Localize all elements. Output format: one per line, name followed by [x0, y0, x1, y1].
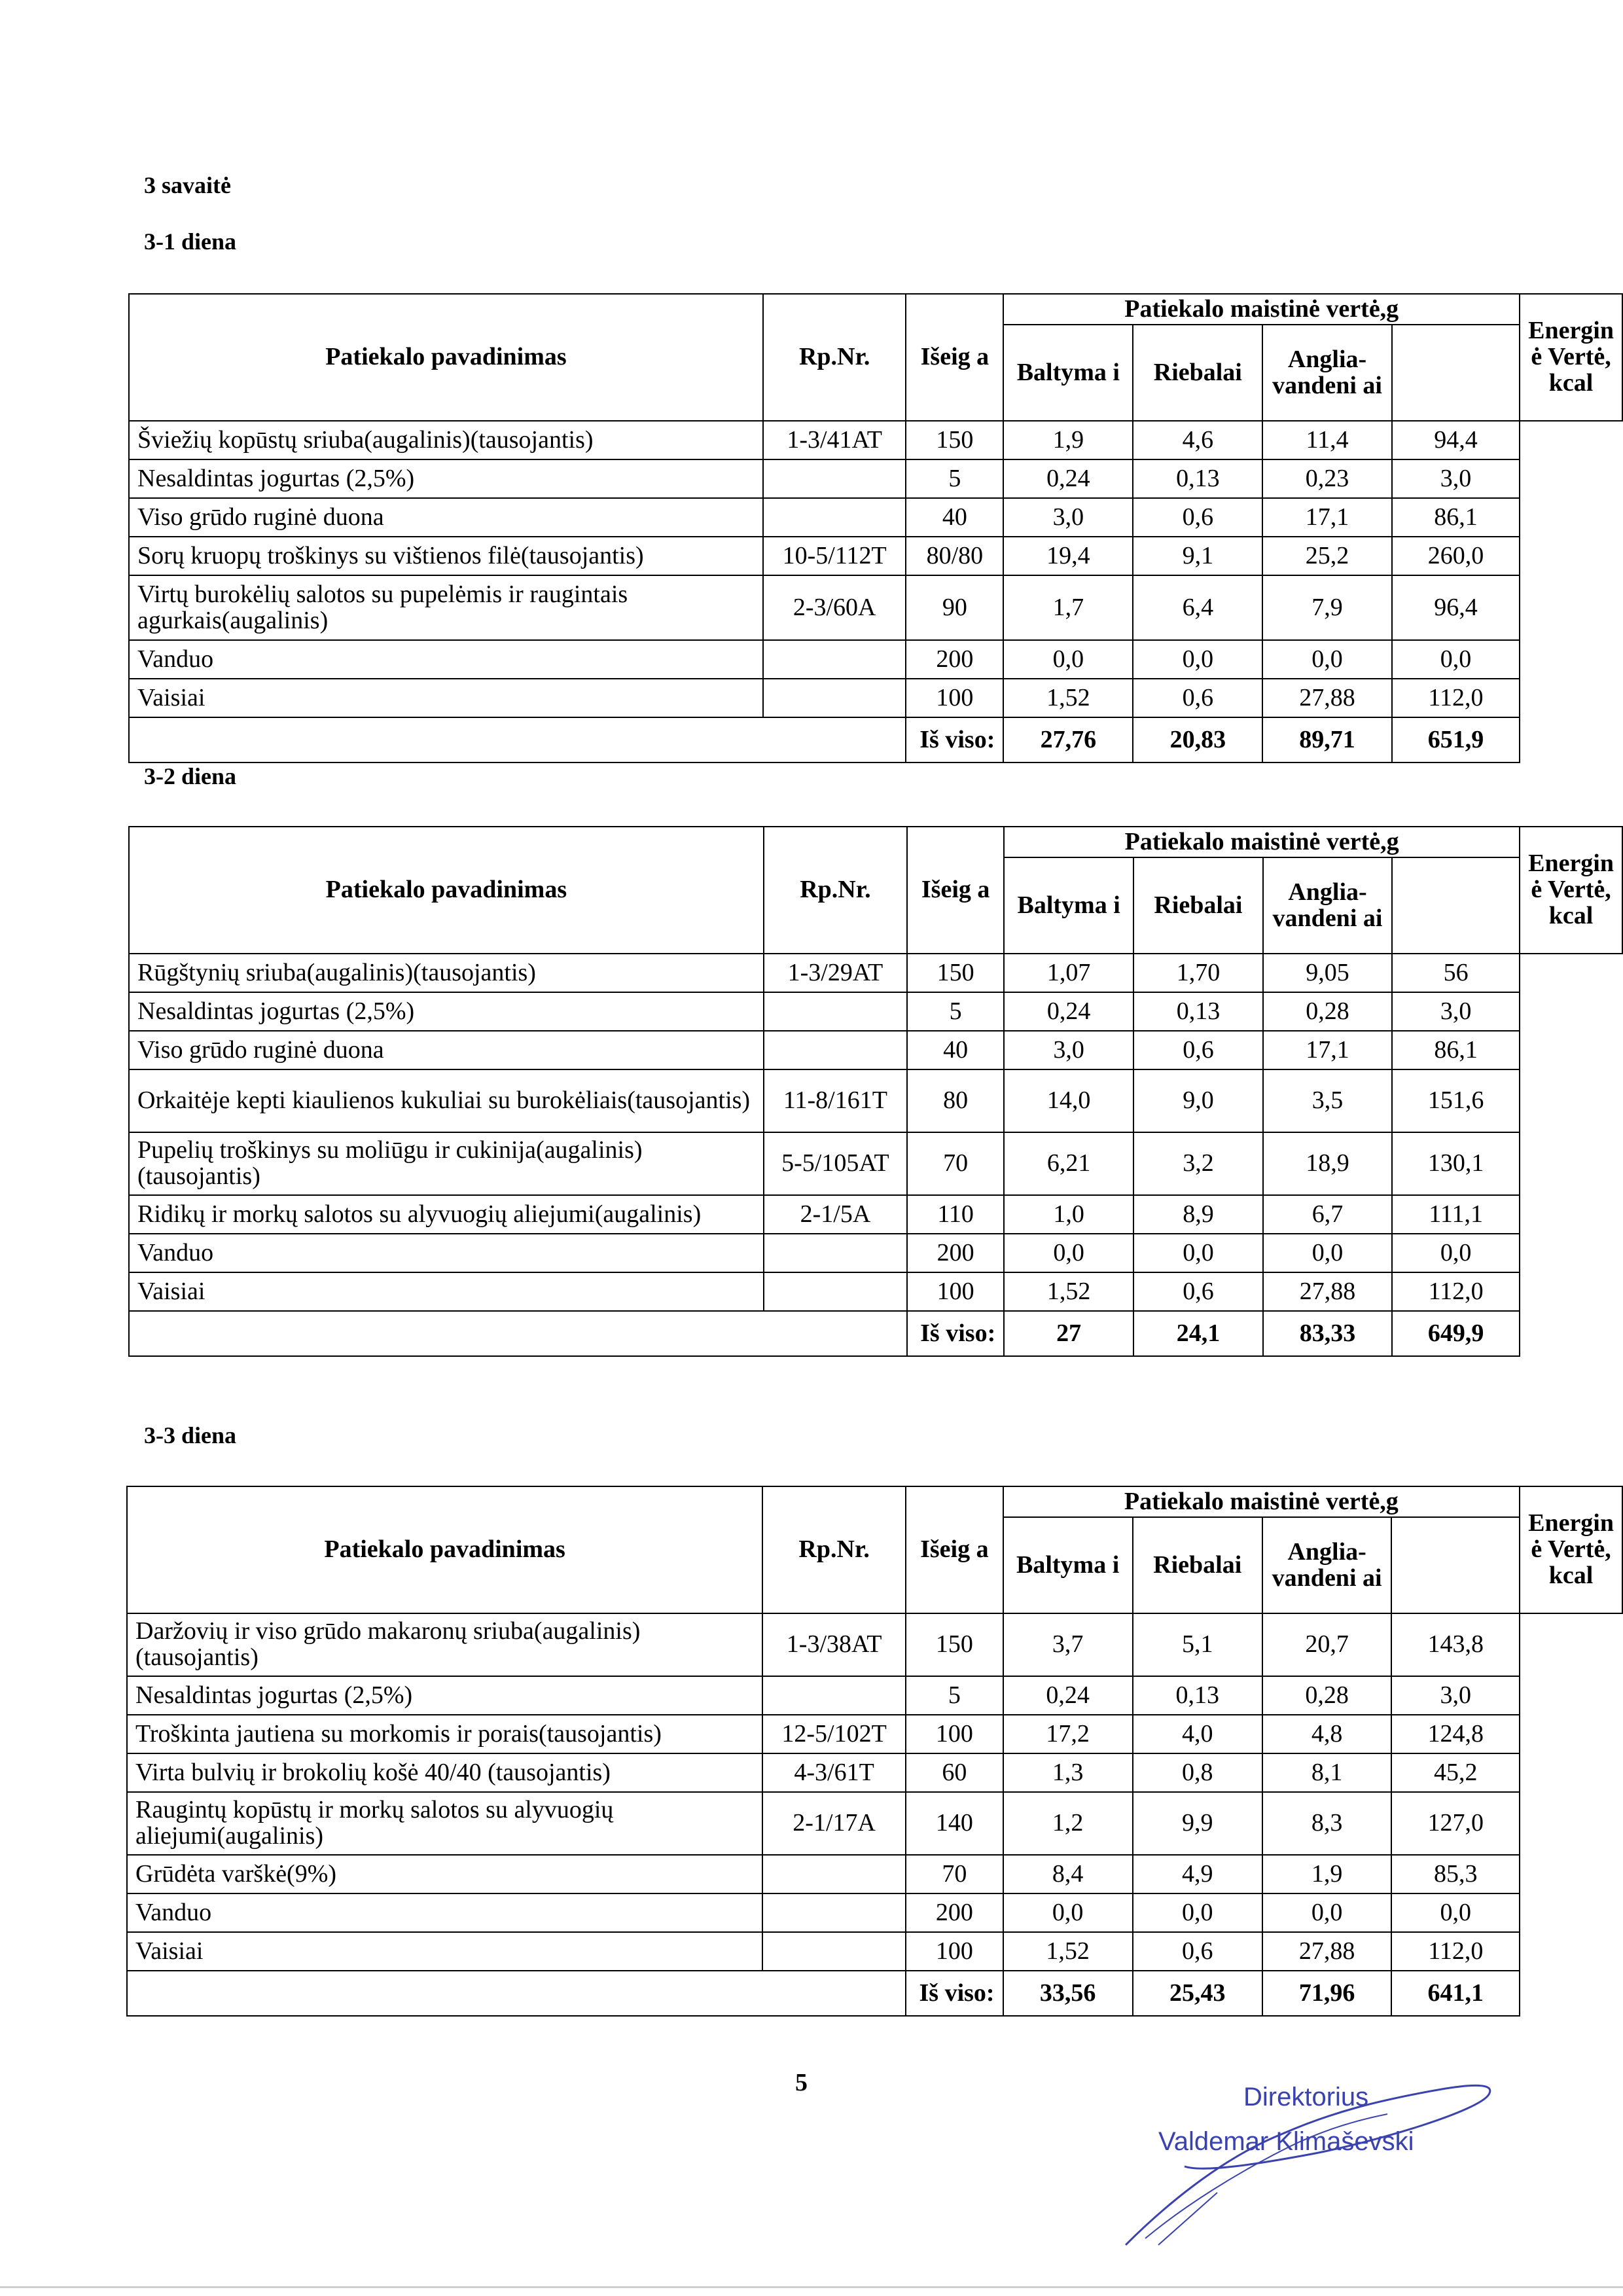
- dish-name: Vaisiai: [127, 1932, 762, 1971]
- header-rp: Rp.Nr.: [762, 1486, 906, 1613]
- carbs-value: 8,1: [1262, 1753, 1392, 1792]
- total-row: [129, 717, 1622, 762]
- yield-value: 40: [906, 498, 1003, 537]
- dish-name: Daržovių ir viso grūdo makaronų sriuba(augalinis)(tausojantis): [127, 1613, 762, 1676]
- total-blank: [129, 1311, 907, 1356]
- total-row: [129, 1311, 1622, 1356]
- total-energy: 649,9: [1392, 1311, 1520, 1356]
- energy-value: 86,1: [1392, 498, 1520, 537]
- recipe-number: 1-3/41AT: [763, 421, 906, 459]
- header-fat: Riebalai: [1133, 325, 1262, 421]
- recipe-number: [763, 498, 906, 537]
- total-label: Iš viso:: [906, 1971, 1003, 2016]
- nutrition-table: [128, 293, 1623, 763]
- fat-value: 1,70: [1133, 954, 1263, 992]
- table-row: [127, 1893, 1622, 1932]
- recipe-number: [763, 459, 906, 498]
- carbs-value: 20,7: [1262, 1613, 1392, 1676]
- energy-value: 3,0: [1392, 992, 1520, 1031]
- fat-value: 0,13: [1133, 459, 1262, 498]
- table-row: [129, 498, 1622, 537]
- dish-name: Ridikų ir morkų salotos su alyvuogių aliejumi(augalinis): [129, 1195, 764, 1234]
- energy-value: 96,4: [1392, 575, 1520, 640]
- total-row: [127, 1971, 1622, 2016]
- yield-value: 70: [906, 1855, 1003, 1893]
- table-row: [127, 1932, 1622, 1971]
- energy-value: 56: [1392, 954, 1520, 992]
- header-rp: Rp.Nr.: [763, 294, 906, 421]
- recipe-number: [762, 1893, 906, 1932]
- recipe-number: 5-5/105AT: [764, 1132, 907, 1195]
- dish-name: Sorų kruopų troškinys su vištienos filė(tausojantis): [129, 537, 763, 575]
- dish-name: Troškinta jautiena su morkomis ir porais(tausojantis): [127, 1715, 762, 1753]
- dish-name: Vanduo: [127, 1893, 762, 1932]
- total-carbs: 89,71: [1262, 717, 1392, 762]
- yield-value: 150: [906, 421, 1003, 459]
- energy-value: 0,0: [1392, 640, 1520, 679]
- total-fat: 25,43: [1133, 1971, 1262, 2016]
- carbs-value: 18,9: [1263, 1132, 1392, 1195]
- carbs-value: 8,3: [1262, 1792, 1392, 1855]
- protein-value: 1,9: [1003, 421, 1133, 459]
- yield-value: 100: [907, 1272, 1004, 1311]
- energy-value: 85,3: [1391, 1855, 1520, 1893]
- nutrition-table: [126, 1486, 1623, 2017]
- header-carbs: Anglia-vandeni ai: [1262, 325, 1392, 421]
- carbs-value: 0,0: [1263, 1234, 1392, 1272]
- energy-value: 112,0: [1391, 1932, 1520, 1971]
- table-row: [129, 1195, 1622, 1234]
- fat-value: 4,6: [1133, 421, 1262, 459]
- carbs-value: 0,0: [1262, 640, 1392, 679]
- energy-value: 3,0: [1392, 459, 1520, 498]
- fat-value: 0,13: [1133, 1676, 1262, 1715]
- dish-name: Vanduo: [129, 1234, 764, 1272]
- carbs-value: 4,8: [1262, 1715, 1392, 1753]
- energy-value: 260,0: [1392, 537, 1520, 575]
- yield-value: 100: [906, 1715, 1003, 1753]
- recipe-number: [762, 1676, 906, 1715]
- yield-value: 70: [907, 1132, 1004, 1195]
- yield-value: 5: [906, 459, 1003, 498]
- header-name: Patiekalo pavadinimas: [127, 1486, 762, 1613]
- recipe-number: [764, 992, 907, 1031]
- protein-value: 0,0: [1003, 640, 1133, 679]
- header-nutrition: Patiekalo maistinė vertė,g: [1003, 1486, 1520, 1517]
- carbs-value: 6,7: [1263, 1195, 1392, 1234]
- dish-name: Vaisiai: [129, 1272, 764, 1311]
- yield-value: 40: [907, 1031, 1004, 1069]
- total-blank: [129, 717, 906, 762]
- table-row: [127, 1613, 1622, 1676]
- carbs-value: 27,88: [1262, 1932, 1392, 1971]
- energy-value: 127,0: [1391, 1792, 1520, 1855]
- total-fat: 24,1: [1133, 1311, 1263, 1356]
- stamp-role: Direktorius: [1243, 2083, 1369, 2111]
- fat-value: 9,0: [1133, 1069, 1263, 1132]
- header-protein: Baltyma i: [1003, 1517, 1133, 1613]
- header-name: Patiekalo pavadinimas: [129, 827, 764, 954]
- yield-value: 90: [906, 575, 1003, 640]
- dish-name: Šviežių kopūstų sriuba(augalinis)(tausojantis): [129, 421, 763, 459]
- protein-value: 1,7: [1003, 575, 1133, 640]
- total-carbs: 71,96: [1262, 1971, 1392, 2016]
- dish-name: Rūgštynių sriuba(augalinis)(tausojantis): [129, 954, 764, 992]
- carbs-value: 27,88: [1262, 679, 1392, 717]
- table-row: [129, 1031, 1622, 1069]
- header-rp: Rp.Nr.: [764, 827, 907, 954]
- recipe-number: 4-3/61T: [762, 1753, 906, 1792]
- fat-value: 8,9: [1133, 1195, 1263, 1234]
- energy-value: 143,8: [1391, 1613, 1520, 1676]
- yield-value: 200: [907, 1234, 1004, 1272]
- table-row: [129, 1132, 1622, 1195]
- protein-value: 3,0: [1004, 1031, 1133, 1069]
- dish-name: Vaisiai: [129, 679, 763, 717]
- table-row: [129, 1272, 1622, 1311]
- fat-value: 0,13: [1133, 992, 1263, 1031]
- header-nutrition: Patiekalo maistinė vertė,g: [1004, 827, 1520, 857]
- carbs-value: 1,9: [1262, 1855, 1392, 1893]
- energy-value: 112,0: [1392, 679, 1520, 717]
- fat-value: 9,9: [1133, 1792, 1262, 1855]
- yield-value: 100: [906, 1932, 1003, 1971]
- recipe-number: 10-5/112T: [763, 537, 906, 575]
- header-yield: Išeig a: [906, 294, 1003, 421]
- recipe-number: 11-8/161T: [764, 1069, 907, 1132]
- yield-value: 5: [907, 992, 1004, 1031]
- dish-name: Viso grūdo ruginė duona: [129, 1031, 764, 1069]
- protein-value: 1,52: [1003, 1932, 1133, 1971]
- fat-value: 0,0: [1133, 640, 1262, 679]
- protein-value: 1,52: [1004, 1272, 1133, 1311]
- protein-value: 3,0: [1003, 498, 1133, 537]
- protein-value: 6,21: [1004, 1132, 1133, 1195]
- yield-value: 150: [906, 1613, 1003, 1676]
- carbs-value: 0,28: [1262, 1676, 1392, 1715]
- carbs-value: 0,0: [1262, 1893, 1392, 1932]
- header-energy: Energin ė Vertė, kcal: [1520, 827, 1622, 954]
- table-row: [129, 679, 1622, 717]
- page-number: 5: [795, 2069, 808, 2096]
- energy-value: 0,0: [1392, 1234, 1520, 1272]
- total-carbs: 83,33: [1263, 1311, 1392, 1356]
- fat-value: 0,0: [1133, 1234, 1263, 1272]
- fat-value: 0,6: [1133, 498, 1262, 537]
- day-title-2: 3-2 diena: [144, 763, 237, 789]
- table-row: [127, 1676, 1622, 1715]
- dish-name: Virtų burokėlių salotos su pupelėmis ir raugintais agurkais(augalinis): [129, 575, 763, 640]
- protein-value: 17,2: [1003, 1715, 1133, 1753]
- yield-value: 110: [907, 1195, 1004, 1234]
- header-carbs: Anglia-vandeni ai: [1263, 857, 1392, 954]
- total-energy: 651,9: [1392, 717, 1520, 762]
- protein-value: 1,52: [1003, 679, 1133, 717]
- recipe-number: 1-3/29AT: [764, 954, 907, 992]
- fat-value: 0,6: [1133, 679, 1262, 717]
- recipe-number: [763, 640, 906, 679]
- carbs-value: 3,5: [1263, 1069, 1392, 1132]
- energy-value: 151,6: [1392, 1069, 1520, 1132]
- fat-value: 0,6: [1133, 1932, 1262, 1971]
- nutrition-table: [128, 826, 1623, 1357]
- table-row: [129, 992, 1622, 1031]
- recipe-number: [762, 1932, 906, 1971]
- fat-value: 0,0: [1133, 1893, 1262, 1932]
- header-fat: Riebalai: [1133, 1517, 1262, 1613]
- recipe-number: [762, 1855, 906, 1893]
- yield-value: 140: [906, 1792, 1003, 1855]
- header-yield: Išeig a: [907, 827, 1004, 954]
- protein-value: 0,24: [1003, 459, 1133, 498]
- carbs-value: 9,05: [1263, 954, 1392, 992]
- dish-name: Grūdėta varškė(9%): [127, 1855, 762, 1893]
- total-fat: 20,83: [1133, 717, 1262, 762]
- page-edge-rule: [0, 2286, 1623, 2288]
- table-row: [129, 537, 1622, 575]
- energy-value: 130,1: [1392, 1132, 1520, 1195]
- yield-value: 60: [906, 1753, 1003, 1792]
- energy-value: 111,1: [1392, 1195, 1520, 1234]
- stamp-name: Valdemar Klimaševski: [1158, 2127, 1414, 2156]
- header-energy: Energin ė Vertė, kcal: [1520, 1486, 1622, 1613]
- fat-value: 3,2: [1133, 1132, 1263, 1195]
- fat-value: 6,4: [1133, 575, 1262, 640]
- header-carbs: Anglia-vandeni ai: [1262, 1517, 1392, 1613]
- protein-value: 1,07: [1004, 954, 1133, 992]
- energy-value: 124,8: [1391, 1715, 1520, 1753]
- protein-value: 0,0: [1003, 1893, 1133, 1932]
- protein-value: 14,0: [1004, 1069, 1133, 1132]
- energy-value: 112,0: [1392, 1272, 1520, 1311]
- total-protein: 33,56: [1003, 1971, 1133, 2016]
- recipe-number: 1-3/38AT: [762, 1613, 906, 1676]
- header-yield: Išeig a: [906, 1486, 1003, 1613]
- total-label: Iš viso:: [907, 1311, 1004, 1356]
- dish-name: Virta bulvių ir brokolių košė 40/40 (tausojantis): [127, 1753, 762, 1792]
- recipe-number: [764, 1272, 907, 1311]
- total-protein: 27: [1004, 1311, 1133, 1356]
- fat-value: 4,9: [1133, 1855, 1262, 1893]
- energy-value: 45,2: [1391, 1753, 1520, 1792]
- fat-value: 9,1: [1133, 537, 1262, 575]
- total-label: Iš viso:: [906, 717, 1003, 762]
- table-row: [129, 1234, 1622, 1272]
- energy-value: 0,0: [1391, 1893, 1520, 1932]
- recipe-number: 2-1/17A: [762, 1792, 906, 1855]
- protein-value: 0,24: [1004, 992, 1133, 1031]
- fat-value: 4,0: [1133, 1715, 1262, 1753]
- recipe-number: [764, 1234, 907, 1272]
- table-row: [129, 421, 1622, 459]
- table-row: [129, 1069, 1622, 1132]
- header-protein: Baltyma i: [1003, 325, 1133, 421]
- yield-value: 200: [906, 640, 1003, 679]
- header-name: Patiekalo pavadinimas: [129, 294, 763, 421]
- week-title: 3 savaitė: [144, 172, 231, 198]
- dish-name: Raugintų kopūstų ir morkų salotos su alyvuogių aliejumi(augalinis): [127, 1792, 762, 1855]
- total-protein: 27,76: [1003, 717, 1133, 762]
- table-row: [127, 1753, 1622, 1792]
- carbs-value: 0,23: [1262, 459, 1392, 498]
- recipe-number: [763, 679, 906, 717]
- dish-name: Nesaldintas jogurtas (2,5%): [129, 459, 763, 498]
- day-title-3: 3-3 diena: [144, 1422, 237, 1448]
- carbs-value: 25,2: [1262, 537, 1392, 575]
- yield-value: 200: [906, 1893, 1003, 1932]
- header-fat: Riebalai: [1133, 857, 1263, 954]
- fat-value: 0,8: [1133, 1753, 1262, 1792]
- carbs-value: 27,88: [1263, 1272, 1392, 1311]
- energy-value: 86,1: [1392, 1031, 1520, 1069]
- protein-value: 19,4: [1003, 537, 1133, 575]
- header-protein: Baltyma i: [1004, 857, 1133, 954]
- total-blank: [127, 1971, 906, 2016]
- day-title-1: 3-1 diena: [144, 228, 237, 255]
- protein-value: 0,24: [1003, 1676, 1133, 1715]
- dish-name: Pupelių troškinys su moliūgu ir cukinija(augalinis)(tausojantis): [129, 1132, 764, 1195]
- yield-value: 5: [906, 1676, 1003, 1715]
- protein-value: 8,4: [1003, 1855, 1133, 1893]
- header-energy: Energin ė Vertė, kcal: [1520, 294, 1622, 421]
- dish-name: Viso grūdo ruginė duona: [129, 498, 763, 537]
- energy-value: 3,0: [1391, 1676, 1520, 1715]
- recipe-number: 2-1/5A: [764, 1195, 907, 1234]
- table-row: [129, 575, 1622, 640]
- dish-name: Vanduo: [129, 640, 763, 679]
- table-row: [127, 1715, 1622, 1753]
- yield-value: 80/80: [906, 537, 1003, 575]
- protein-value: 3,7: [1003, 1613, 1133, 1676]
- header-nutrition: Patiekalo maistinė vertė,g: [1003, 294, 1520, 325]
- yield-value: 80: [907, 1069, 1004, 1132]
- dish-name: Nesaldintas jogurtas (2,5%): [129, 992, 764, 1031]
- yield-value: 150: [907, 954, 1004, 992]
- yield-value: 100: [906, 679, 1003, 717]
- table-row: [129, 954, 1622, 992]
- protein-value: 1,3: [1003, 1753, 1133, 1792]
- dish-name: Orkaitėje kepti kiaulienos kukuliai su burokėliais(tausojantis): [129, 1069, 764, 1132]
- table-row: [129, 640, 1622, 679]
- carbs-value: 11,4: [1262, 421, 1392, 459]
- protein-value: 0,0: [1004, 1234, 1133, 1272]
- carbs-value: 17,1: [1263, 1031, 1392, 1069]
- total-energy: 641,1: [1391, 1971, 1520, 2016]
- protein-value: 1,2: [1003, 1792, 1133, 1855]
- recipe-number: 2-3/60A: [763, 575, 906, 640]
- carbs-value: 17,1: [1262, 498, 1392, 537]
- fat-value: 0,6: [1133, 1272, 1263, 1311]
- protein-value: 1,0: [1004, 1195, 1133, 1234]
- table-row: [129, 459, 1622, 498]
- energy-value: 94,4: [1392, 421, 1520, 459]
- fat-value: 5,1: [1133, 1613, 1262, 1676]
- fat-value: 0,6: [1133, 1031, 1263, 1069]
- dish-name: Nesaldintas jogurtas (2,5%): [127, 1676, 762, 1715]
- table-row: [127, 1792, 1622, 1855]
- carbs-value: 7,9: [1262, 575, 1392, 640]
- carbs-value: 0,28: [1263, 992, 1392, 1031]
- recipe-number: [764, 1031, 907, 1069]
- recipe-number: 12-5/102T: [762, 1715, 906, 1753]
- table-row: [127, 1855, 1622, 1893]
